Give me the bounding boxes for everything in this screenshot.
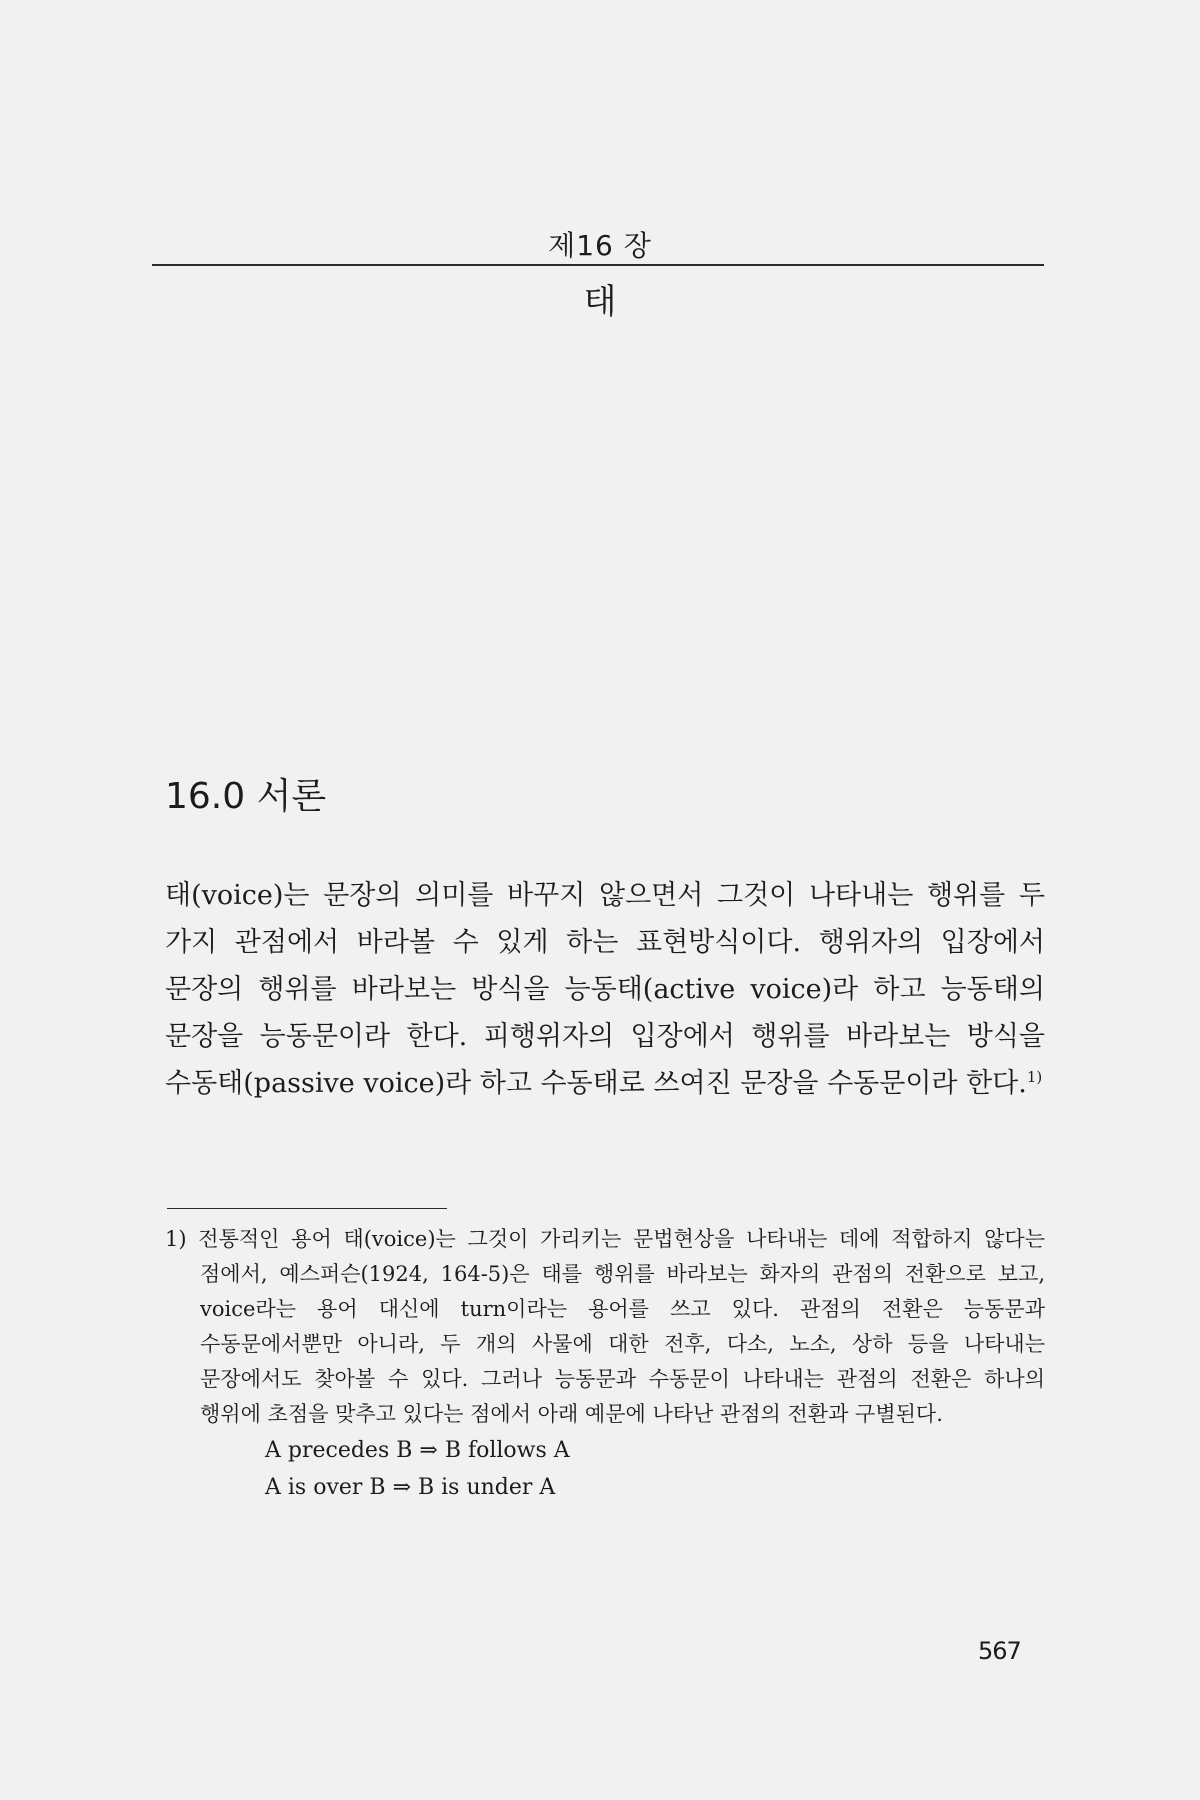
chapter-label: 제16 장 bbox=[548, 229, 652, 262]
footnote-marker[interactable]: 1) bbox=[1026, 1068, 1043, 1086]
footnote-number: 1) bbox=[165, 1227, 187, 1251]
body-paragraph-text: 태(voice)는 문장의 의미를 바꾸지 않으면서 그것이 나타내는 행위를 두 가지 관점에서 바라볼 수 있게 하는 표현방식이다. 행위자의 입장에서 문장의 행위를 바라보는 방식을 능동태(active voice)라 하고 능동태의 문장을 능동문이라 한다. 피행위자의 입장에서 행위를 바라보는 방식을 수동태(passive voice)라 하고 수동태로 쓰여진 문장을 수동문이라 한다. bbox=[165, 880, 1045, 1099]
body-paragraph bbox=[165, 872, 1045, 1107]
footnote-example-2: A is over B ⇒ B is under A bbox=[265, 1475, 556, 1500]
footnote bbox=[165, 1222, 1045, 1506]
section-heading: 16.0 서론 bbox=[165, 776, 327, 817]
footnote-example-1: A precedes B ⇒ B follows A bbox=[265, 1438, 570, 1463]
footnote-rule bbox=[167, 1208, 447, 1209]
footnote-text: 전통적인 용어 태(voice)는 그것이 가리키는 문법현상을 나타내는 데에 적합하지 않다는 점에서, 예스퍼슨(1924, 164-5)은 태를 행위를 바라보는 화자의 관점의 전환으로 보고, voice라는 용어 대신에 turn이라는 용어를 쓰고 있다. 관점의 전환은 능동문과 수동문에서뿐만 아니라, 두 개의 사물에 대한 전후, 다소, 노소, 상하 등을 나타내는 문장에서도 찾아볼 수 있다. 그러나 능동문과 수동문이 나타내는 관점의 전환은 하나의 행위에 초점을 맞추고 있다는 점에서 아래 예문에 나타난 관점의 전환과 구별된다. bbox=[198, 1227, 1046, 1426]
footnote-body bbox=[165, 1222, 1045, 1432]
chapter-title: 태 bbox=[583, 282, 617, 322]
chapter-rule bbox=[152, 264, 1044, 266]
page-number: 567 bbox=[978, 1637, 1021, 1665]
